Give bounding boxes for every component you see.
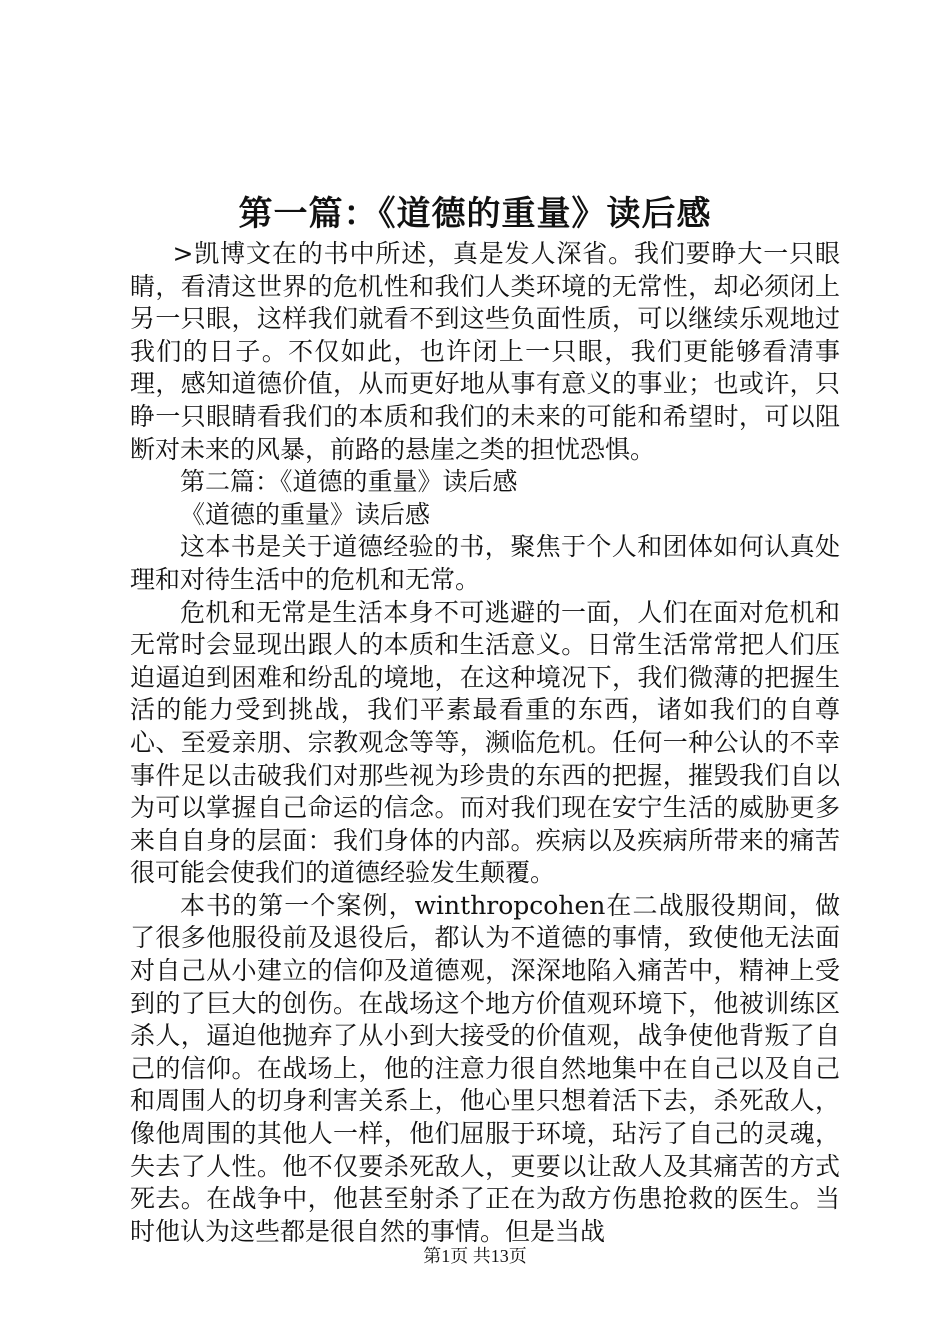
paragraph: >凯博文在的书中所述，真是发人深省。我们要睁大一只眼睛，看清这世界的危机性和我们人类环境的无常性，却必须闭上另一只眼，这样我们就看不到这些负面性质，可以继续乐观地过我们的日子。不仅如此，也许闭上一只眼，我们更能够看清事理，感知道德价值，从而更好地从事有意义的事业；也或许，只睁一只眼睛看我们的本质和我们的未来的可能和希望时，可以阻断对未来的风暴，前路的悬崖之类的担忧恐惧。 — [130, 239, 840, 464]
section-heading: 第二篇：《道德的重量》读后感 — [180, 467, 518, 497]
document-body — [130, 238, 840, 1248]
paragraph: 危机和无常是生活本身不可逃避的一面，人们在面对危机和无常时会显现出跟人的本质和生活意义。日常生活常常把人们压迫逼迫到困难和纷乱的境地，在这种境况下，我们微薄的把握生活的能力受到挑战，我们平素最看重的东西，诸如我们的自尊心、至爱亲朋、宗教观念等等，濒临危机。任何一种公认的不幸事件足以击破我们对那些视为珍贵的东西的把握，摧毁我们自以为可以掌握自己命运的信念。而对我们现在安宁生活的威胁更多来自自身的层面：我们身体的内部。疾病以及疾病所带来的痛苦很可能会使我们的道德经验发生颠覆。 — [130, 597, 840, 888]
page-footer: 第1页 共13页 — [423, 1246, 527, 1266]
paragraph: 本书的第一个案例，winthropcohen在二战服役期间，做了很多他服役前及退役后，都认为不道德的事情，致使他无法面对自己从小建立的信仰及道德观，深深地陷入痛苦中，精神上受到的了巨大的创伤。在战场这个地方价值观环境下，他被训练区杀人，逼迫他抛弃了从小到大接受的价值观，战争使他背叛了自己的信仰。在战场上，他的注意力很自然地集中在自己以及自己和周围人的切身利害关系上，他心里只想着活下去，杀死敌人，像他周围的其他人一样，他们屈服于环境，玷污了自己的灵魂，失去了人性。他不仅要杀死敌人，更要以让敌人及其痛苦的方式死去。在战争中，他甚至射杀了正在为敌方伤患抢救的医生。当时他认为这些都是很自然的事情。但是当战 — [130, 890, 840, 1246]
document-title: 第一篇：《道德的重量》读后感 — [238, 194, 712, 234]
paragraph: 这本书是关于道德经验的书，聚焦于个人和团体如何认真处理和对待生活中的危机和无常。 — [130, 532, 840, 594]
section-subheading: 《道德的重量》读后感 — [180, 499, 431, 529]
